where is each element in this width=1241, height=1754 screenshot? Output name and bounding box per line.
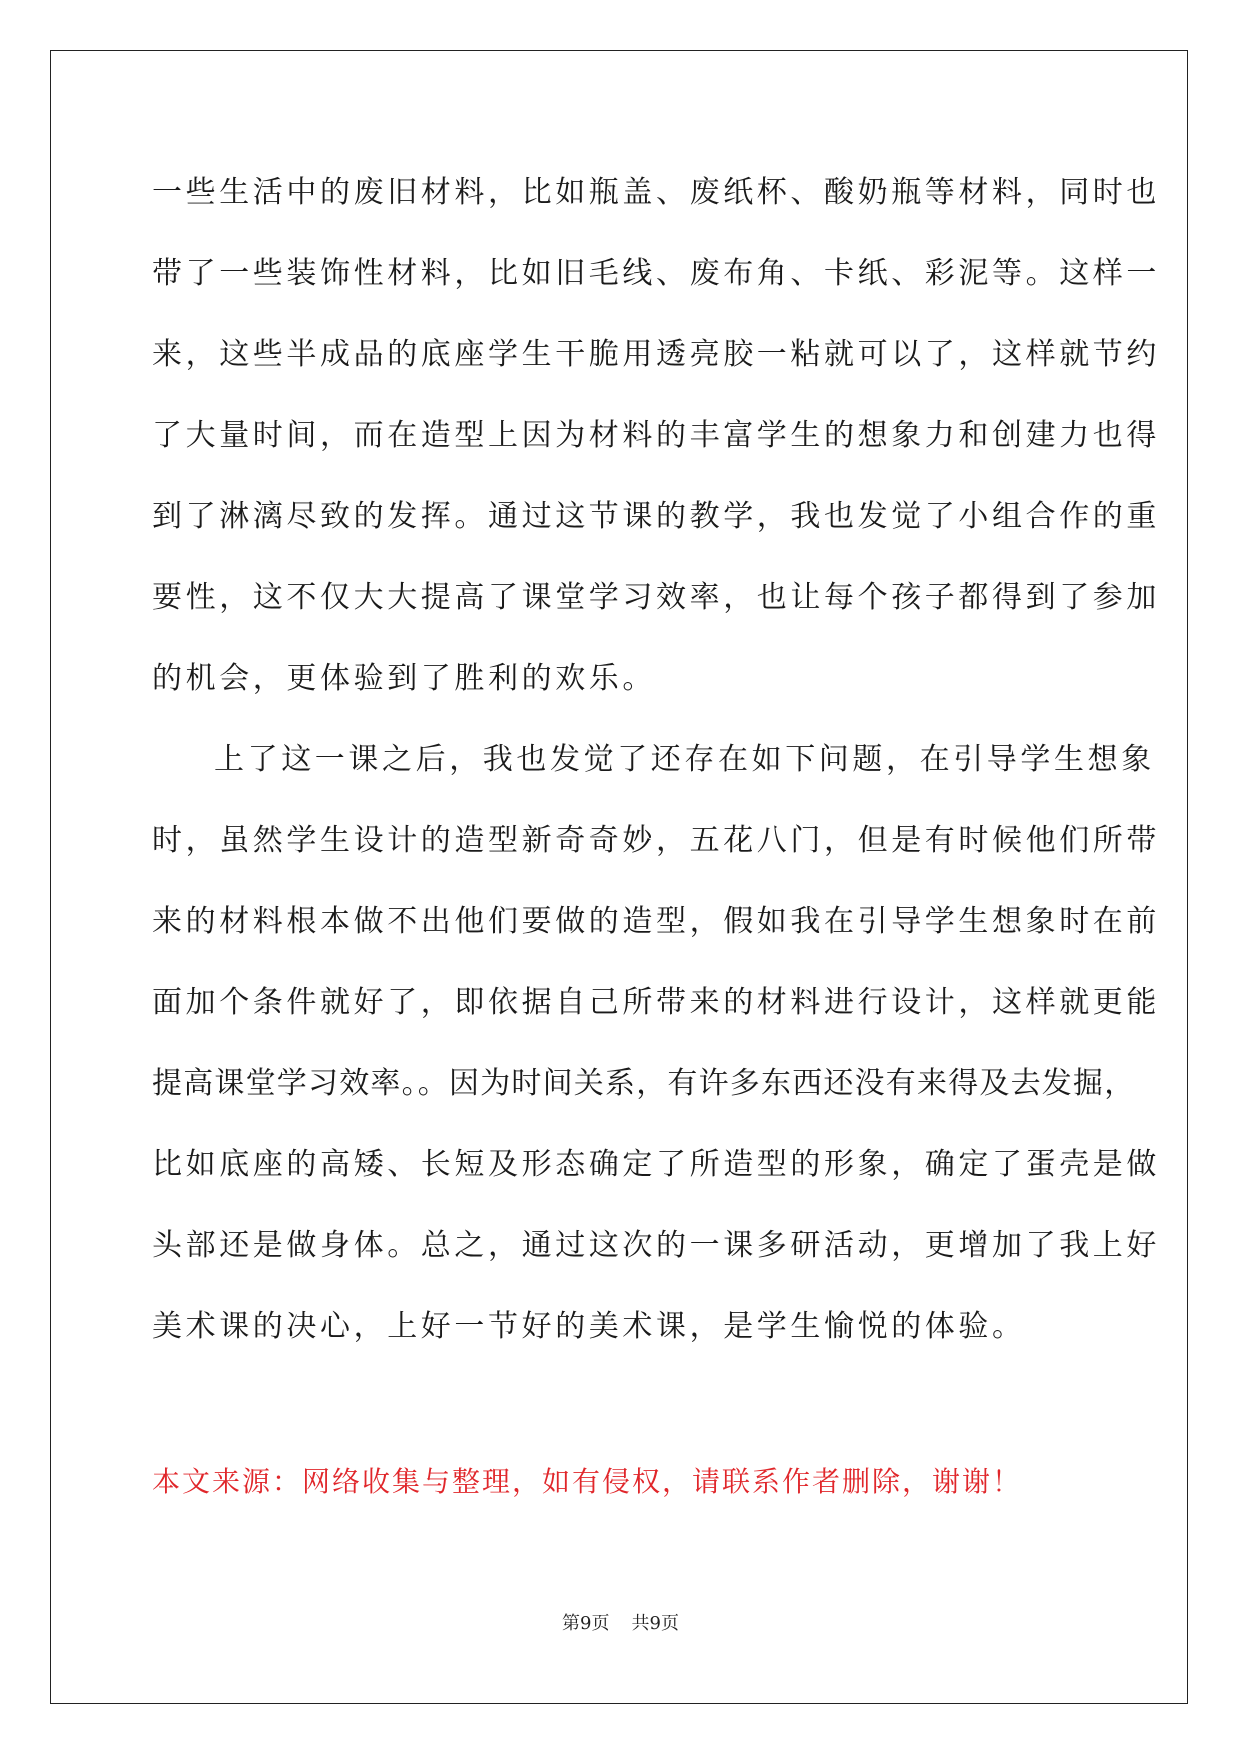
text-line: 比如底座的高矮、长短及形态确定了所造型的形象，确定了蛋壳是做	[152, 1147, 1160, 1182]
text-line: 面加个条件就好了，即依据自己所带来的材料进行设计，这样就更能	[152, 985, 1160, 1020]
paragraph-start-line: 上了这一课之后，我也发觉了还存在如下问题，在引导学生想象	[214, 742, 1155, 777]
text-line: 要性，这不仅大大提高了课堂学习效率，也让每个孩子都得到了参加	[152, 580, 1160, 615]
page-number-current: 第9页	[562, 1613, 610, 1634]
text-line: 美术课的决心，上好一节好的美术课，是学生愉悦的体验。	[152, 1309, 1026, 1344]
text-line: 时，虽然学生设计的造型新奇奇妙，五花八门，但是有时候他们所带	[152, 823, 1160, 858]
text-line: 来的材料根本做不出他们要做的造型，假如我在引导学生想象时在前	[152, 904, 1160, 939]
source-disclaimer: 本文来源：网络收集与整理，如有侵权，请联系作者删除，谢谢！	[152, 1465, 1023, 1498]
text-line: 一些生活中的废旧材料，比如瓶盖、废纸杯、酸奶瓶等材料，同时也	[152, 175, 1160, 210]
document-body	[152, 152, 1160, 1367]
text-line: 的机会，更体验到了胜利的欢乐。	[152, 661, 656, 696]
text-line: 了大量时间，而在造型上因为材料的丰富学生的想象力和创建力也得	[152, 418, 1160, 453]
text-line: 头部还是做身体。总之，通过这次的一课多研活动，更增加了我上好	[152, 1228, 1160, 1263]
page-number-total: 共9页	[631, 1613, 679, 1634]
page-footer	[0, 1609, 1241, 1635]
text-line: 提高课堂学习效率。。因为时间关系，有许多东西还没有来得及去发掘，	[152, 1066, 1136, 1101]
text-line: 到了淋漓尽致的发挥。通过这节课的教学，我也发觉了小组合作的重	[152, 499, 1160, 534]
text-line: 来，这些半成品的底座学生干脆用透亮胶一粘就可以了，这样就节约	[152, 337, 1160, 372]
text-line: 带了一些装饰性材料，比如旧毛线、废布角、卡纸、彩泥等。这样一	[152, 256, 1160, 291]
